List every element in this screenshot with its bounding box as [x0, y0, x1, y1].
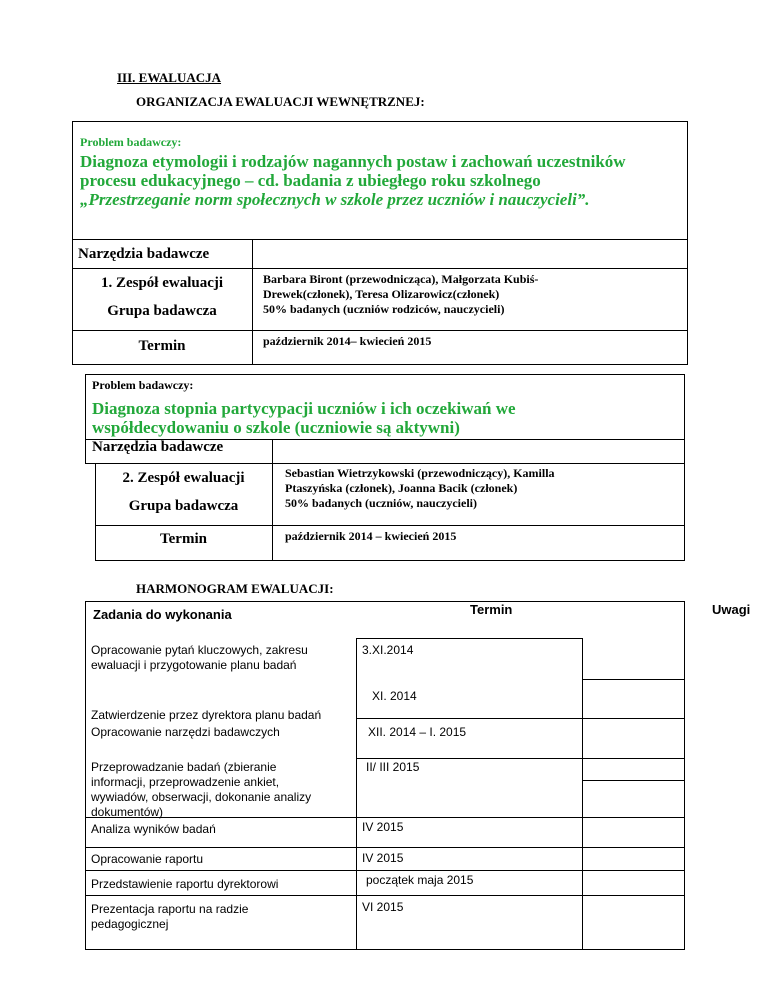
problem1-group-label: Grupa badawcza [107, 303, 217, 319]
problem2-term-value: październik 2014 – kwiecień 2015 [285, 529, 457, 543]
schedule-row-4-term: II/ III 2015 [366, 760, 420, 774]
problem1-title [80, 152, 680, 209]
task-line: Opracowanie pytań kluczowych, zakresu [91, 643, 308, 657]
problem2-team-value [285, 466, 555, 511]
task-line: dokumentów) [91, 805, 164, 819]
problem1-team-value-line1: Barbara Biront (przewodnicząca), Małgorzata Kubiś- [263, 272, 539, 286]
task-line: ewaluacji i przygotowanie planu badań [91, 658, 297, 672]
schedule-header-term: Termin [470, 602, 513, 617]
problem2-team-value-line1: Sebastian Wietrzykowski (przewodniczący), Kamilla [285, 466, 555, 480]
problem1-team-value [263, 272, 538, 317]
schedule-header-tasks: Zadania do wykonania [93, 607, 232, 622]
schedule-row-2-task: Zatwierdzenie przez dyrektora planu badań [91, 708, 322, 722]
problem1-team-value-line2: Drewek(członek), Teresa Olizarowicz(członek) [263, 287, 500, 301]
schedule-row-1-task [91, 643, 308, 673]
problem2-term-label: Termin [160, 531, 207, 547]
problem2-title-line1: Diagnoza stopnia partycypacji uczniów i ich oczekiwań we [92, 399, 516, 418]
schedule-title: HARMONOGRAM EWALUACJI: [136, 581, 334, 596]
schedule-row-5-task: Analiza wyników badań [91, 822, 216, 836]
problem2-tools-label: Narzędzia badawcze [92, 439, 224, 455]
schedule-row-4-task [91, 760, 311, 820]
schedule-row-3-task: Opracowanie narzędzi badawczych [91, 725, 280, 739]
problem1-team-label: 1. Zespół ewaluacji [100, 275, 224, 291]
problem1-term-value: październik 2014– kwiecień 2015 [263, 334, 432, 348]
task-line: Przeprowadzanie badań (zbieranie [91, 760, 277, 774]
schedule-header-notes: Uwagi [712, 602, 751, 617]
problem2-team-label: 2. Zespół ewaluacji [122, 470, 245, 486]
problem1-title-line3: „Przestrzeganie norm społecznych w szkole przez uczniów i nauczycieli”. [80, 190, 590, 209]
problem1-label: Problem badawczy: [80, 135, 182, 149]
task-line: Prezentacja raportu na radzie [91, 902, 249, 916]
problem2-title [92, 399, 652, 437]
task-line: wywiadów, obserwacji, dokonanie analizy [91, 790, 312, 804]
problem1-title-line2: procesu edukacyjnego – cd. badania z ubiegłego roku szkolnego [80, 171, 541, 190]
schedule-row-7-term: początek maja 2015 [366, 873, 474, 887]
problem2-group-label: Grupa badawcza [128, 498, 239, 514]
problem2-team-value-line2: Ptaszyńska (członek), Joanna Bacik (członek) [285, 481, 518, 495]
task-line: informacji, przeprowadzenie ankiet, [91, 775, 280, 789]
organization-title: ORGANIZACJA EWALUACJI WEWNĘTRZNEJ: [136, 94, 425, 109]
schedule-row-8-term: VI 2015 [362, 900, 404, 914]
problem1-term-label: Termin [138, 338, 186, 354]
schedule-row-6-task: Opracowanie raportu [91, 852, 204, 866]
problem2-label: Problem badawczy: [92, 378, 194, 392]
schedule-row-3-term: XII. 2014 – I. 2015 [368, 725, 467, 739]
problem1-group-value: 50% badanych (uczniów rodziców, nauczycieli) [263, 302, 505, 316]
task-line: pedagogicznej [91, 917, 169, 931]
schedule-row-1-term: 3.XI.2014 [362, 643, 414, 657]
schedule-row-2-term: XI. 2014 [372, 689, 417, 703]
problem1-title-line1: Diagnoza etymologii i rodzajów nagannych postaw i zachowań uczestników [80, 152, 626, 171]
schedule-row-6-term: IV 2015 [362, 851, 404, 865]
schedule-row-5-term: IV 2015 [362, 820, 404, 834]
problem1-tools-label: Narzędzia badawcze [78, 246, 210, 262]
schedule-row-8-task [91, 902, 248, 932]
schedule-row-7-task: Przedstawienie raportu dyrektorowi [91, 877, 279, 891]
problem2-title-line2: współdecydowaniu o szkole (uczniowie są aktywni) [92, 418, 460, 437]
section-title: III. EWALUACJA [117, 70, 222, 85]
problem2-group-value: 50% badanych (uczniów, nauczycieli) [285, 496, 478, 510]
